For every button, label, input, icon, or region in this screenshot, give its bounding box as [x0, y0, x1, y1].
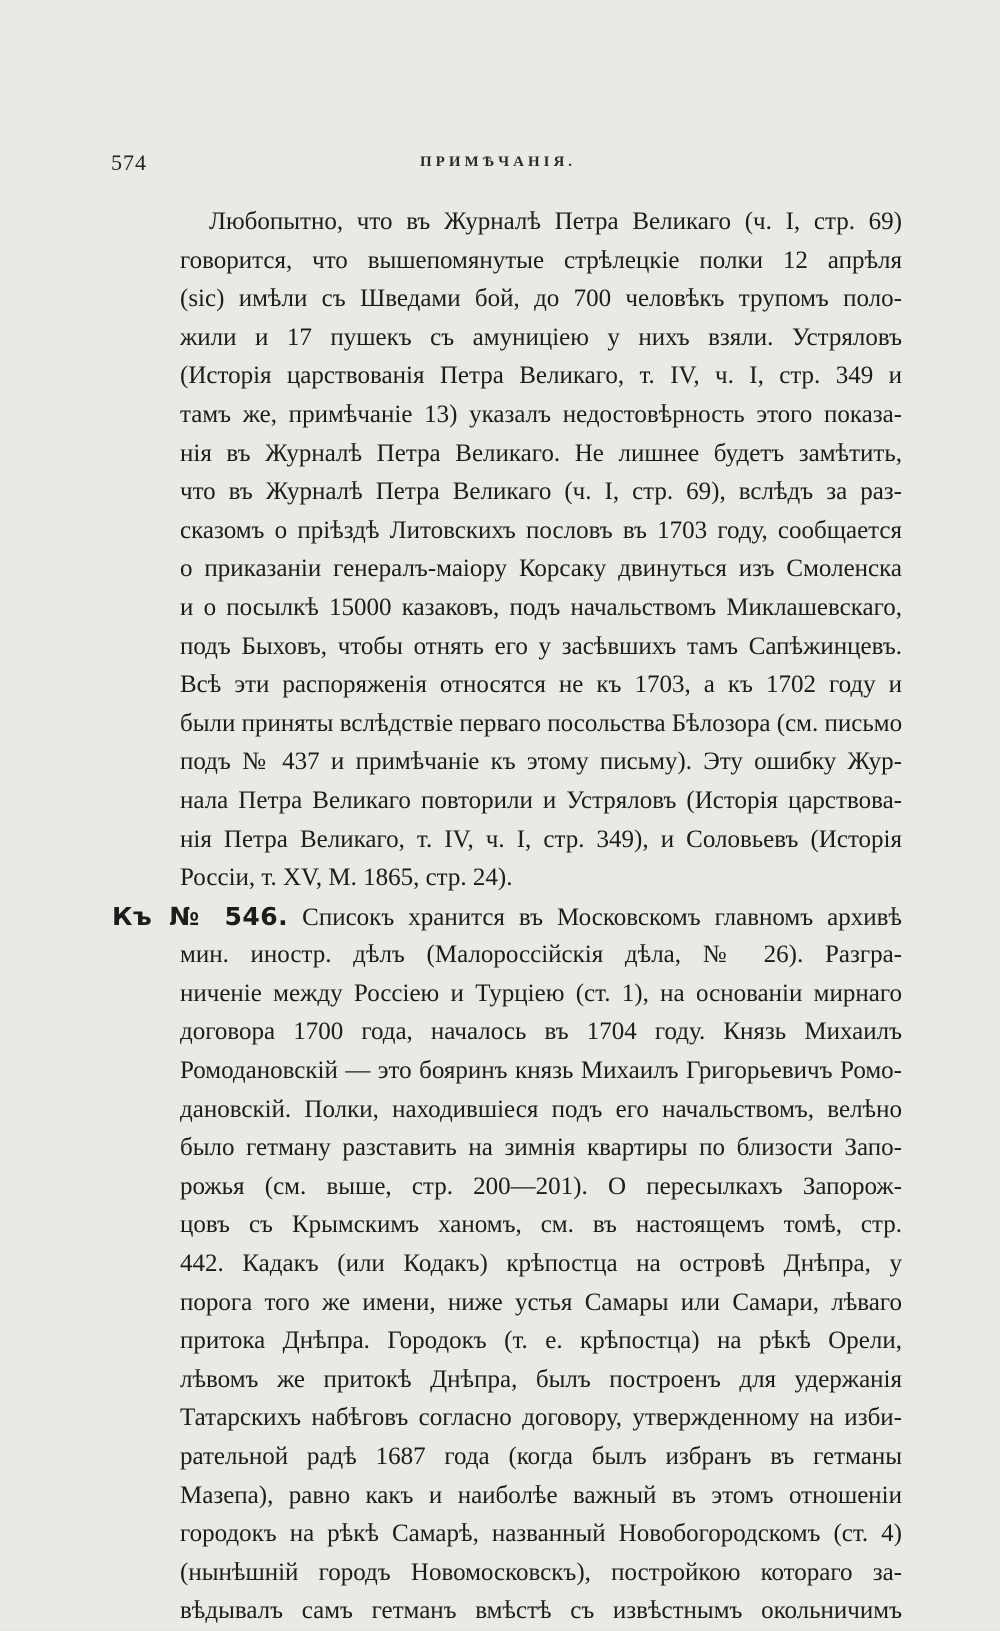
running-head: ПРИМѢЧАНІЯ. — [420, 154, 577, 170]
text-line: цовъ съ Крымскимъ ханомъ, см. въ настоящемъ томѣ, стр. — [180, 1211, 902, 1239]
text-line: вѣдывалъ самъ гетманъ вмѣстѣ съ извѣстнымъ окольничимъ — [180, 1597, 902, 1625]
paragraph-2 — [112, 898, 902, 1631]
text-line: о приказаніи генералъ-маіору Корсаку двинуться изъ Смоленска — [180, 555, 902, 583]
text-line: рательной радѣ 1687 года (когда былъ избранъ въ гетманы — [180, 1443, 902, 1470]
text-line: мин. иностр. дѣлъ (Малороссійскія дѣла, № 26). Разгра- — [180, 941, 902, 969]
text-line: Любопытно, что въ Журналѣ Петра Великаго (ч. I, стр. 69) — [209, 208, 902, 235]
text-line: что въ Журналѣ Петра Великаго (ч. I, стр. 69), вслѣдъ за раз- — [180, 478, 902, 506]
text-line: подъ № 437 и примѣчаніе къ этому письму). Эту ошибку Жур- — [180, 748, 902, 776]
text-line — [112, 898, 902, 937]
text-line: ниченіе между Россіею и Турціею (ст. 1), на основаніи мирнаго — [180, 979, 902, 1007]
text-line: были приняты вслѣдствіе перваго посольства Бѣлозора (см. письмо — [180, 709, 903, 737]
text-line-content: Списокъ хранится въ Московскомъ главномъ архивѣ — [302, 903, 902, 931]
text-line: городокъ на рѣкѣ Самарѣ, названный Новобогородскомъ (ст. 4) — [180, 1520, 902, 1548]
text-line: и о посылкѣ 15000 казаковъ, подъ начальствомъ Миклашевскаго, — [180, 593, 902, 621]
text-line: договора 1700 года, началось въ 1704 году. Князь Михаилъ — [180, 1018, 902, 1046]
text-line: (Исторія царствованія Петра Великаго, т. IV, ч. I, стр. 349 и — [180, 362, 902, 390]
text-line: подъ Быховъ, чтобы отнять его у засѣвшихъ тамъ Сапѣжинцевъ. — [180, 632, 902, 660]
text-line: тамъ же, примѣчаніе 13) указалъ недостовѣрность этого показа- — [180, 400, 902, 428]
text-line: рожья (см. выше, стр. 200—201). О пересылкахъ Запорож- — [180, 1172, 902, 1200]
text-line: сказомъ о пріѣздѣ Литовскихъ пословъ въ 1703 году, сообщается — [180, 516, 902, 544]
note-reference: Къ № 546. — [112, 901, 289, 931]
text-line: порога того же имени, ниже устья Самары или Самари, лѣваго — [180, 1288, 902, 1316]
text-line: (sic) имѣли съ Шведами бой, до 700 человѣкъ трупомъ поло- — [180, 285, 902, 313]
text-line: нала Петра Великаго повторили и Устряловъ (Исторія царствова- — [180, 786, 902, 814]
text-line: лѣвомъ же притокѣ Днѣпра, былъ построенъ для удержанія — [180, 1365, 902, 1393]
body-text — [112, 203, 902, 1631]
paragraph-1 — [112, 203, 902, 898]
text-line: было гетману разставить на зимнія квартиры по близости Запо- — [180, 1134, 902, 1162]
text-line: говорится, что вышепомянутые стрѣлецкіе полки 12 апрѣля — [180, 246, 902, 274]
text-line: притока Днѣпра. Городокъ (т. е. крѣпостца) на рѣкѣ Орели, — [180, 1327, 902, 1355]
text-line: нія Петра Великаго, т. IV, ч. I, стр. 349), и Соловьевъ (Исторія — [180, 825, 902, 853]
text-line: Россіи, т. XV, М. 1865, стр. 24). — [180, 864, 513, 892]
text-line: Ромодановскій — это бояринъ князь Михаилъ Григорьевичъ Ромо- — [180, 1057, 902, 1085]
text-line: Татарскихъ набѣговъ согласно договору, утвержденному на изби- — [180, 1404, 902, 1432]
text-line: Всѣ эти распоряженія относятся не къ 1703, а къ 1702 году и — [180, 671, 902, 699]
text-line: Мазепа), равно какъ и наиболѣе важный въ этомъ отношеніи — [180, 1481, 902, 1509]
text-line: жили и 17 пушекъ съ амуниціею у нихъ взяли. Устряловъ — [180, 323, 902, 351]
text-line: нія въ Журналѣ Петра Великаго. Не лишнее будетъ замѣтить, — [180, 439, 902, 467]
text-line: 442. Кадакъ (или Кодакъ) крѣпостца на островѣ Днѣпра, у — [180, 1250, 902, 1278]
page-number: 574 — [111, 150, 147, 175]
text-line: дановскій. Полки, находившіеся подъ его начальствомъ, велѣно — [180, 1095, 902, 1123]
text-line: (нынѣшній городъ Новомосковскъ), постройкою котораго за- — [180, 1558, 902, 1586]
